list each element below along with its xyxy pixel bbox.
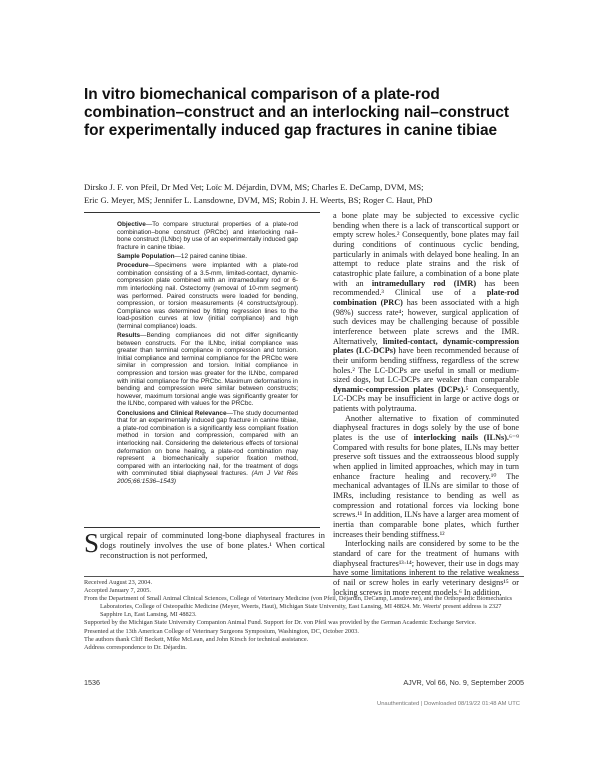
drop-cap: S bbox=[84, 528, 100, 558]
abstract-sample bbox=[117, 253, 298, 261]
footnote-accepted: Accepted January 7, 2005. bbox=[84, 587, 151, 595]
footnotes bbox=[84, 579, 524, 652]
abstract-heading: Procedure bbox=[117, 262, 149, 270]
abstract-citation: (Am J Vet Res 2005;66:1536–1543) bbox=[117, 470, 298, 485]
journal-reference: AJVR, Vol 66, No. 9, September 2005 bbox=[403, 678, 524, 687]
footnote-presented: Presented at the 13th American College of Veterinary Surgeons Symposium, Washington, DC, October 2003. bbox=[84, 627, 359, 635]
footnote-correspondence: Address correspondence to Dr. Déjardin. bbox=[84, 643, 187, 651]
intro-text: urgical repair of comminuted long-bone diaphyseal fractures in dogs routinely involves the use of bone plates.¹ When cortical reconstruction is not performed, bbox=[100, 531, 325, 560]
body-paragraph: Interlocking nails are considered by some to be the standard of care for the treatment of humans with diaphyseal fractures¹³·¹⁴; however, their use in dogs may have some limitations inherent to the relative weakness of nail or screw holes in early veterinary designs¹⁵ or locking screws in more recent models.⁶ In addition, bbox=[333, 539, 519, 597]
abstract-text: —Specimens were implanted with a plate-rod combination consisting of a 3.5-mm, limited-contact, dynamic-compression plate combined with an intramedullary rod or 6-mm interlocking nail. Ostectomy (removal of 10-mm segment) was performed. Paired constructs were loaded for bending, compression, or torsion measurements (4 constructs/group). Compliance was determined by fitting regression lines to the load-position curves at low (initial compliance) and high (terminal compliance) loads. bbox=[117, 262, 298, 330]
article-title: In vitro biomechanical comparison of a plate-rod combination–construct and an interlocking nail–construct for experimentally induced gap fractures in canine tibiae bbox=[84, 86, 510, 139]
author-line: Eric G. Meyer, MS; Jennifer L. Lansdowne, DVM, MS; Robin J. H. Weerts, BS; Roger C. Haut, PhD bbox=[84, 194, 433, 205]
abstract-heading: Conclusions and Clinical Relevance bbox=[117, 409, 227, 417]
abstract-heading: Results bbox=[117, 332, 141, 340]
abstract-objective bbox=[117, 221, 298, 251]
body-paragraph: a bone plate may be subjected to excessive cyclic bending when there is a lack of transcortical support or empty screw holes.² Consequently, bone plates may fail during conditions of continuous cyclic bending, particularly in animals with delayed bone healing. In an attempt to reduce plate strains and the risk of catastrophic plate failure, a combination of a bone plate with an intramedullary rod (IMR) has been recommended.³ Clinical use of a plate-rod combination (PRC) has been associated with a high (98%) success rate⁴; however, surgical application of such devices may be challenging because of possible interference between plate screws and the IMR. Alternatively, limited-contact, dynamic-compression plates (LC-DCPs) have been recommended because of their uniform bending stiffness, regardless of the screw holes.² The LC-DCPs are useful in small or medium-sized dogs, but LC-DCPs are weaker than comparable dynamic-compression plates (DCPs).⁵ Consequently, LC-DCPs may be insufficient in large or active dogs or patients with polytrauma. bbox=[333, 211, 520, 414]
abstract-heading: Sample Population bbox=[117, 252, 175, 260]
footnote-divider bbox=[84, 576, 524, 577]
body-column-right bbox=[333, 211, 519, 597]
abstract-text: —Bending compliances did not differ significantly between constructs. For the ILNbc, initial compliance was greater than terminal compliance in compression and torsion. Initial compliance and terminal compliance for the PRCbc were similar in compression and torsion. Initial compliance in compression and torsion was greater for the ILNbc, compared with initial compliance for the PRCbc. Maximum deformations in bending and compression were similar between constructs; however, maximum torsional angle was significantly greater for the ILNbc, compared with values for the PRCbc. bbox=[117, 332, 298, 408]
abstract-heading: Objective bbox=[117, 221, 146, 228]
footnote-thanks: The authors thank Cliff Beckett, Mike McLean, and John Kirsch for technical assistance. bbox=[84, 635, 309, 643]
abstract-text: —The study documented that for an experimentally induced gap fracture in canine tibiae, a plate-rod combination is a significantly less compliant fixation method in torsion and compression, compared with an interlocking nail. Considering the deleterious effects of torsional deformation on bone healing, a plate-rod combination may represent a biomechanically superior fixation method, compared with an interlocking nail, for the treatment of dogs with comminuted tibial diaphyseal fractures. bbox=[117, 409, 298, 478]
author-line: Dirsko J. F. von Pfeil, Dr Med Vet; Loïc M. Déjardin, DVM, MS; Charles E. DeCamp, DVM, MS; bbox=[84, 182, 424, 192]
intro-paragraph bbox=[84, 528, 325, 561]
abstract-text: —12 paired canine tibiae. bbox=[174, 252, 248, 260]
download-note: Unauthenticated | Downloaded 08/19/22 01:48 AM UTC bbox=[377, 701, 520, 707]
page-number: 1536 bbox=[84, 678, 100, 687]
footnote-support: Supported by the Michigan State University Companion Animal Fund. Support for Dr. von Pfeil was provided by the German Academic Exchange Service. bbox=[84, 619, 477, 627]
abstract-results bbox=[117, 332, 298, 408]
footnote-received: Received August 23, 2004. bbox=[84, 579, 153, 586]
abstract-conclusions bbox=[117, 410, 298, 486]
author-list bbox=[84, 181, 524, 206]
abstract-procedure bbox=[117, 262, 298, 330]
abstract bbox=[117, 221, 298, 487]
footnote-affiliation: From the Department of Small Animal Clinical Sciences, College of Veterinary Medicine (von Pfeil, Déjardin, DeCamp, Lansdowne), and the Orthopaedic Biomechanics Laboratories, College of Osteopathic Medicine (Meyer, Weerts, Haut), Michigan State University, East Lansing, MI 48824. Mr. Weerts' present address is 2327 Sapphire Ln, East Lansing, MI 48823. bbox=[84, 595, 513, 619]
abstract-text: —To compare structural properties of a plate-rod combination–bone construct (PRCbc) and interlocking nail–bone construct (ILNbc) by use of an experimentally induced gap fracture in canine tibiae. bbox=[117, 221, 298, 251]
body-paragraph: Another alternative to fixation of comminuted diaphyseal fractures in dogs solely by the use of bone plates is the use of interlocking nails (ILNs).⁶⁻⁹ Compared with results for bone plates, ILNs may better preserve soft tissues and the extraosseous blood supply when applied in limited approaches, which may in turn enhance fracture healing and recovery.¹⁰ The mechanical advantages of ILNs are similar to those of IMRs, including resistance to bending as well as compression and rotational forces via locking bone screws.¹¹ In addition, ILNs have a larger area moment of inertia than comparable bone plates, which further increases their bending stiffness.¹² bbox=[333, 413, 520, 539]
